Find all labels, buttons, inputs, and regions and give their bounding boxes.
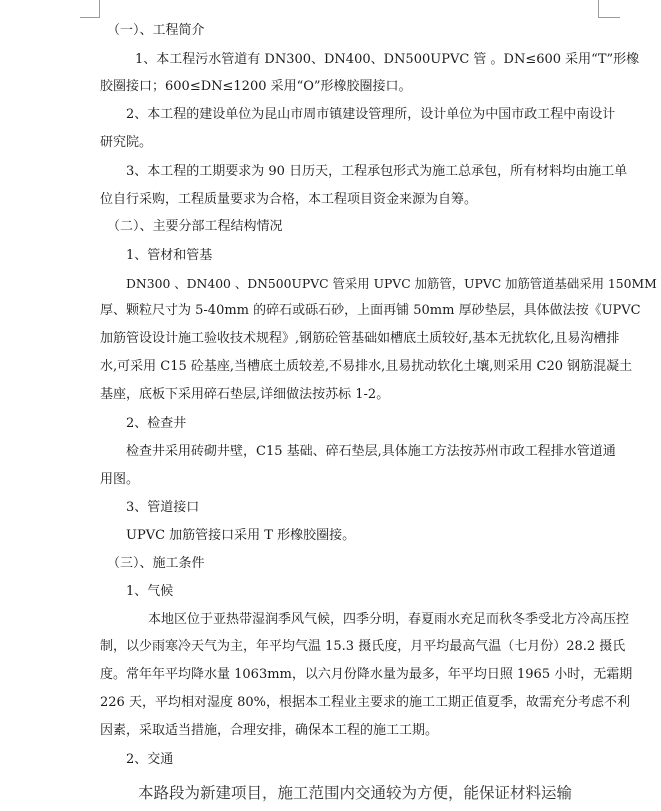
paragraph-line: 1、本工程污水管道有 DN300、DN400、DN500UPVC 管 。DN≤600 采用“T”形橡 <box>135 52 640 67</box>
section-heading: （二）、主要分部工程结构情况 <box>107 219 283 234</box>
paragraph-line: 2、本工程的建设单位为昆山市周市镇建设管理所，设计单位为中国市政工程中南设计 <box>126 107 616 122</box>
paragraph-line: 胶圈接口；600≤DN≤1200 采用“O”形橡胶圈接口。 <box>100 79 412 94</box>
subsection-heading: 1、气候 <box>126 584 174 599</box>
paragraph-line: 研究院。 <box>100 135 153 150</box>
subsection-heading: 3、管道接口 <box>126 500 200 515</box>
paragraph-line: 因素，采取适当措施，合理安排，确保本工程的施工工期。 <box>100 723 439 738</box>
paragraph-line: 检查井采用砖砌井壁，C15 基础、碎石垫层,具体施工方法按苏州市政工程排水管道通 <box>126 444 616 459</box>
paragraph-line: 本地区位于亚热带湿润季风气候，四季分明，春夏雨水充足而秋冬季受北方冷高压控 <box>148 612 630 627</box>
paragraph-line: 基座，底板下采用碎石垫层,详细做法按苏标 1-2。 <box>100 387 390 402</box>
subsection-heading: 2、检查井 <box>126 416 187 431</box>
paragraph-line: 制，以少雨寒冷天气为主，年平均气温 15.3 摄氏度，月平均最高气温（七月份）28.2 摄氏 <box>100 639 626 654</box>
paragraph-line: 本路段为新建项目，施工范围内交通较为方便，能保证材料运输 <box>138 784 573 802</box>
section-heading: （一）、工程简介 <box>107 23 205 38</box>
paragraph-line: 用图。 <box>100 472 140 487</box>
paragraph-line: 226 天，平均相对湿度 80%，根据本工程业主要求的施工工期正值夏季，故需充分考虑不利 <box>100 695 630 710</box>
paragraph-line: 加筋管设设计施工验收技术规程》,钢筋砼管基础如槽底土质较好,基本无扰软化,且易沟槽排 <box>100 331 620 346</box>
paragraph-line: 3、本工程的工期要求为 90 日历天，工程承包形式为施工总承包，所有材料均由施工单 <box>126 164 628 179</box>
paragraph-line: UPVC 加筋管接口采用 T 形橡胶圈接。 <box>126 528 356 543</box>
paragraph-line: 度。常年年平均降水量 1063mm，以六月份降水量为最多，年平均日照 1965 小时，无霜期 <box>100 667 633 682</box>
paragraph-line: 位自行采购，工程质量要求为合格，本工程项目资金来源为自筹。 <box>100 192 478 207</box>
paragraph-line: 厚、颗粒尺寸为 5-40mm 的碎石或砾石砂，上面再铺 50mm 厚砂垫层，具体做法按《UPVC <box>100 303 641 318</box>
subsection-heading: 2、交通 <box>126 752 174 767</box>
section-heading: （三）、施工条件 <box>107 556 205 571</box>
subsection-heading: 1、管材和管基 <box>126 248 213 263</box>
paragraph-line: 水,可采用 C15 砼基座,当槽底土质较差,不易排水,且易扰动软化土壤,则采用 C20 钢筋混凝土 <box>100 359 633 374</box>
paragraph-line: DN300 、DN400 、DN500UPVC 管采用 UPVC 加筋管，UPVC 加筋管道基础采用 150MM <box>126 277 657 291</box>
